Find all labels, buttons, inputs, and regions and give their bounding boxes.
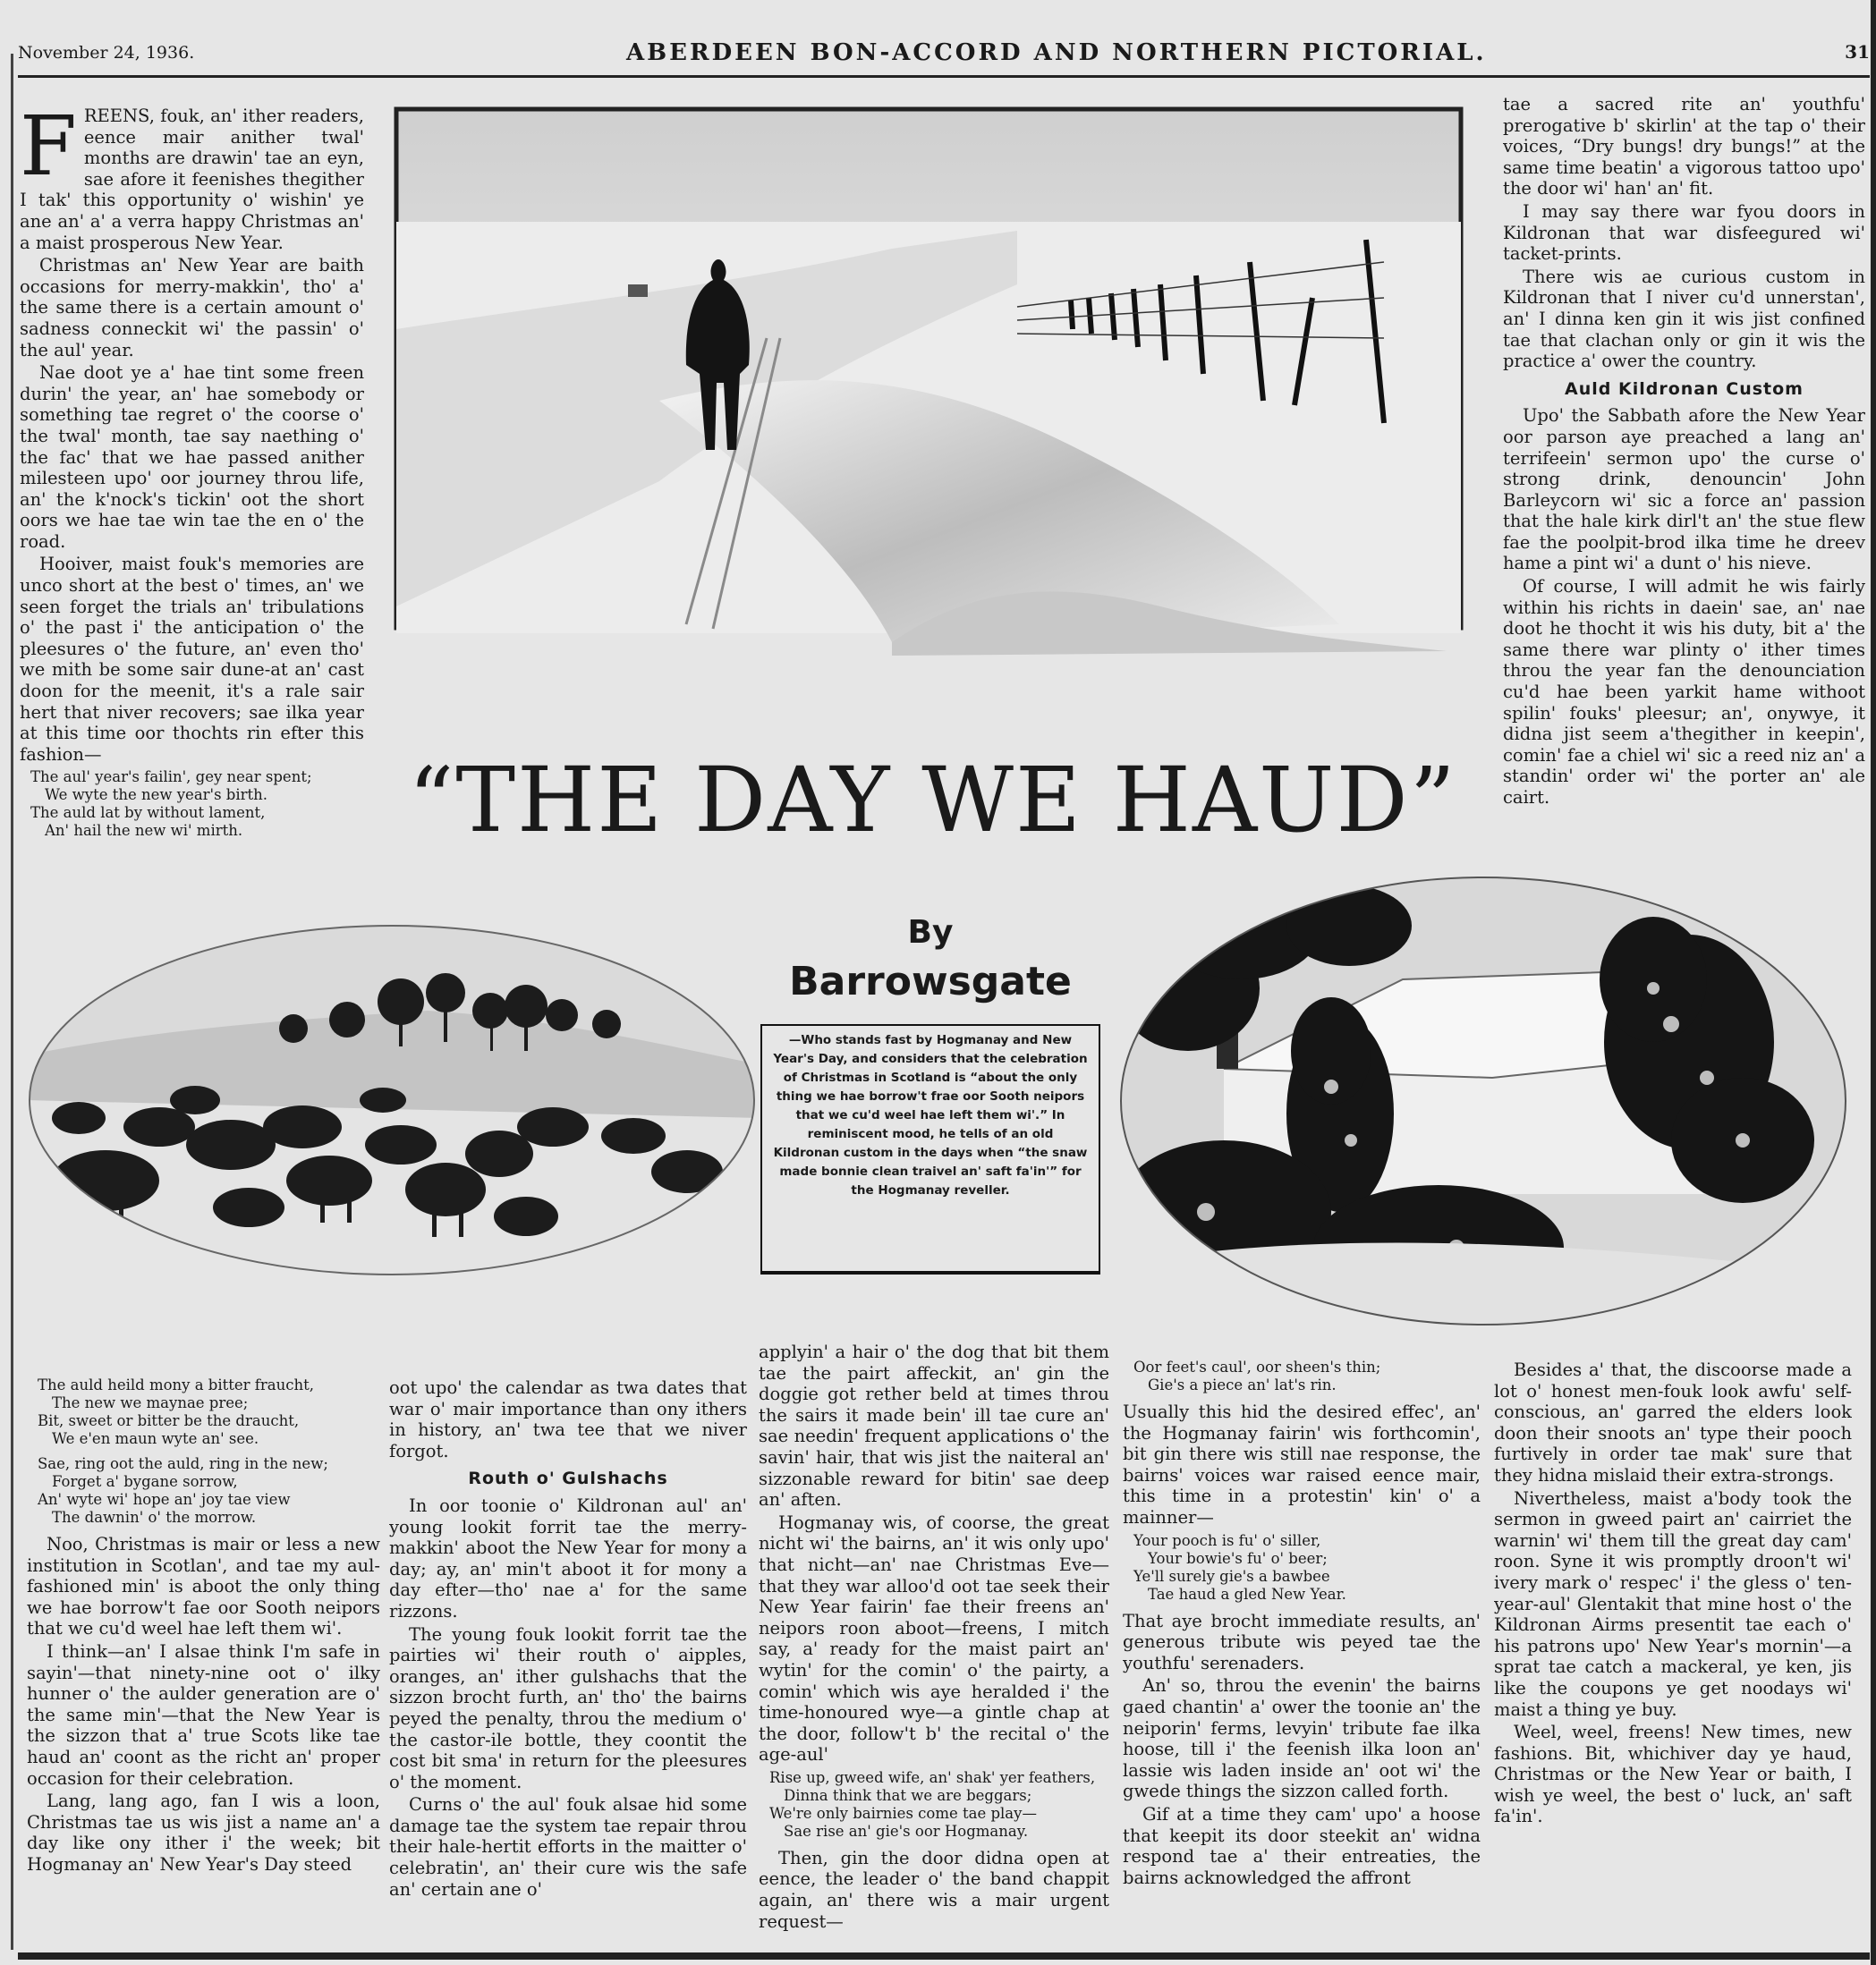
paragraph: Then, gin the door didna open at eence, the leader o' the band chappit again, an' there wis a mair urgent request— [759, 1847, 1109, 1932]
verse [30, 768, 364, 840]
paragraph: tae a sacred rite an' youthfu' prerogative b' skirlin' at the tap o' their voices, “Dry bungs! dry bungs!” at the same time beatin' a vigorous tattoo upo' the door wi' han' an' fit. [1503, 94, 1865, 199]
byline-author: Barrowsgate [789, 959, 1072, 1004]
verse-line: Oor feet's caul', oor sheen's thin; [1133, 1359, 1381, 1376]
verse-line: The auld heild mony a bitter fraucht, [38, 1376, 314, 1393]
paragraph: In oor toonie o' Kildronan aul' an' young lookit forrit tae the merry-makkin' aboot the New Year for mony a day; ay, an' min't aboot it for mony a day efter—tho' nae a' for the same rizzons. [389, 1495, 747, 1622]
paragraph: I may say there war fyou doors in Kildronan that war disfeegured wi' tacket-prints. [1503, 200, 1865, 265]
paragraph: Noo, Christmas is mair or less a new institution in Scotlan', and tae my aul-fashioned min' is aboot the only thing we hae borrow't fae oor Sooth neipors that we cu'd weel hae left them wi'. [27, 1534, 380, 1639]
paragraph: Nivertheless, maist a'body took the sermon in gweed pairt an' cairriet the warnin' wi' them till the great day cam' roon. Syne it wis promptly droon't wi' ivery mark o' respec' i' the gless o' ten-year-aul' Glentakit that mine host o' the Kildronan Airms presentit tae each o' his patrons upo' New Year's mornin'—a sprat tae catch a mackeral, ye ken, jis like the coupons ye get noodays wi' maist a thing ye buy. [1494, 1487, 1852, 1720]
header-title: ABERDEEN BON-ACCORD AND NORTHERN PICTORIAL. [626, 39, 1487, 66]
verse-line: An' wyte wi' hope an' joy tae view [38, 1491, 291, 1508]
paragraph: The young fouk lookit forrit tae the pairties wi' their routh o' aipples, oranges, an' ither gulshachs that the sizzon brocht furth, an' tho' the bairns peyed the penalty, throu the medium o' the castor-ile bottle, they coontit the cost bit sma' in return for the pleesures o' the moment. [389, 1623, 747, 1792]
verse-line: Sae rise an' gie's oor Hogmanay. [784, 1822, 1029, 1840]
paragraph: Nae doot ye a' hae tint some freen durin' the year, an' hae somebody or something tae regret o' the coorse o' the twal' month, tae say naething o' the fac' that we hae passed anither milesteen upo' oor journey throu life, an' the k'nock's tickin' oot the short oors we hae tae win tae the en o' the road. [20, 362, 364, 552]
header-rule [18, 75, 1870, 78]
column-right-top [1503, 94, 1865, 859]
verse-line: Gie's a piece an' lat's rin. [1148, 1376, 1337, 1393]
paragraph: oot upo' the calendar as twa dates that war o' mair importance than ony ithers in history, an' twa tee that we niver forgot. [389, 1377, 747, 1461]
verse-line: The dawnin' o' the morrow. [52, 1509, 257, 1526]
paragraph: I think—an' I alsae think I'm safe in sayin'—that ninety-nine oot o' ilky hunner o' the aulder generation are o' the same min'—that the New Year is the sizzon that a' true Scots like tae haud an' coont as the richt an' proper occasion for their celebration. [27, 1640, 380, 1789]
page-number: 31 [1845, 41, 1870, 63]
verse-line: We wyte the new year's birth. [45, 786, 268, 804]
right-edge [1871, 0, 1876, 1965]
article-headline: “THE DAY WE HAUD” [408, 748, 1457, 852]
bottom-rule [18, 1952, 1870, 1960]
verse [1133, 1359, 1481, 1394]
left-margin-rule [11, 54, 13, 1950]
paragraph: An' so, throu the evenin' the bairns gaed chantin' a' ower the toonie an' the neiporin' ferms, levyin' tribute fae ilka hoose, till i' the feenish ilka loon an' lassie wis laden inside an' oot wi' the gwede things the sizzon called forth. [1123, 1675, 1481, 1802]
paragraph: Upo' the Sabbath afore the New Year oor parson aye preached a lang an' terrifeein' sermon upo' the curse o' strong drink, denouncin' John Barleycorn wi' sic a force an' passion that the hale kirk dirl't an' the stue flew fae the poolpit-brod ilka time he dreev hame a pint wi' a dunt o' his nieve. [1503, 405, 1865, 574]
verse-line: An' hail the new wi' mirth. [45, 822, 243, 840]
column-2 [389, 1377, 747, 1945]
paragraph: Gif at a time they cam' upo' a hoose that keepit its door steekit an' widna respond tae a' their entreaties, the bairns acknowledged the affront [1123, 1803, 1481, 1888]
verse-line: The new we maynae pree; [52, 1394, 249, 1411]
verse-line: We e'en maun wyte an' see. [52, 1430, 259, 1447]
verse-line: Rise up, gweed wife, an' shak' yer feathers, [769, 1768, 1096, 1786]
verse-line: Your pooch is fu' o' siller, [1133, 1531, 1321, 1549]
paragraph: There wis ae curious custom in Kildronan that I niver cu'd unnerstan', an' I dinna ken gin it wis jist confined tae that clachan only or gin it wis the practice a' ower the country. [1503, 266, 1865, 372]
subheading: Auld Kildronan Custom [1565, 378, 1804, 399]
verse-line: Dinna think that we are beggars; [784, 1786, 1032, 1804]
verse-line: Ye'll surely gie's a bawbee [1133, 1567, 1330, 1585]
standfirst-box: —Who stands fast by Hogmanay and New Year's Day, and considers that the celebration of Christmas in Scotland is “about the only thing we hae borrow't frae oor Sooth neipors that we cu'd weel hae left them wi'.” In reminiscent mood, he tells of an old Kildronan custom in the days when “the snaw made bonnie clean traivel an' saft fa'in'” for the Hogmanay reveller. [760, 1024, 1100, 1275]
verse-line: Sae, ring oot the auld, ring in the new; [38, 1455, 328, 1472]
paragraph: Usually this hid the desired effec', an' the Hogmanay fairin' wis forthcomin', bit gin there wis still nae response, the bairns' voices war raised eence mair, this time in a protestin' kin' o' a mainner— [1123, 1402, 1481, 1528]
verse [38, 1455, 380, 1527]
verse [769, 1769, 1109, 1841]
subheading: Routh o' Gulshachs [468, 1469, 668, 1489]
verse-line: We're only bairnies come tae play— [769, 1804, 1037, 1822]
paragraph: Curns o' the aul' fouk alsae hid some damage tae the system tae repair throu their hale-hertit efforts in the maitter o' celebratin', an' their cure wis the safe an' certain ane o' [389, 1794, 747, 1900]
photo-sheep-in-snow [25, 921, 759, 1279]
verse-line: Your bowie's fu' o' beer; [1148, 1549, 1328, 1567]
byline-by: By [907, 914, 954, 951]
verse-line: Bit, sweet or bitter be the draucht, [38, 1412, 300, 1429]
paragraph: applyin' a hair o' the dog that bit them tae the pairt affeckit, an' gin the doggie got rether beld at times throu the sairs it made bein' ill tae cure an' sae needin' frequent applications o' the savin' hair, that wis jist the naiteral an' sizzonable reward for bitin' sae deep an' aften. [759, 1342, 1109, 1511]
paragraph: Hooiver, maist fouk's memories are unco short at the best o' times, an' we seen forget the trials an' tribulations o' the past i' the anticipation o' the pleesures o' the future, an' even tho' we mith be some sair dune-at an' cast doon for the meenit, it's a rale sair hert that niver recovers; sae ilka year at this time oor thochts rin efter this fashion— [20, 554, 364, 765]
verse-line: Tae haud a gled New Year. [1148, 1585, 1346, 1603]
header-date: November 24, 1936. [18, 43, 195, 63]
paragraph: Of course, I will admit he wis fairly within his richts in daein' sae, an' nae doot he thocht it wis his duty, bit a' the same there war plinty o' ither times throu the year fan the denounciation cu'd hae been yarkit hame withoot spilin' fouks' pleesur; an', onywye, it didna jist seem a'thegither in keepin', comin' fae a chiel wi' sic a reed niz an' a standin' order wi' the porter an' ale cairt. [1503, 576, 1865, 808]
column-1 [27, 1373, 380, 1945]
verse-line: Forget a' bygane sorrow, [52, 1473, 238, 1490]
column-3 [759, 1342, 1109, 1945]
column-left-top [20, 106, 364, 884]
paragraph: Besides a' that, the discoorse made a lot o' honest men-fouk look awfu' self-conscious, an' garred the elders look doon their snoots an' type their pooch furtively in order tae mak' sure that they hidna mislaid their extra-strongs. [1494, 1359, 1852, 1486]
column-4 [1123, 1355, 1481, 1945]
verse [1133, 1532, 1481, 1604]
paragraph: Lang, lang ago, fan I wis a loon, Christmas tae us wis jist a name an' a day like ony ither i' the week; bit Hogmanay an' New Year's Day steed [27, 1791, 380, 1875]
drop-cap: F [20, 106, 77, 194]
photo-snowy-road [391, 106, 1469, 660]
running-header [18, 38, 1870, 73]
verse-line: The aul' year's failin', gey near spent; [30, 768, 312, 786]
paragraph: Weel, weel, freens! New times, new fashions. Bit, whichiver day ye haud, Christmas or the New Year or baith, I wish ye weel, the best o' luck, an' saft fa'in'. [1494, 1722, 1852, 1827]
photo-snowy-cottage [1116, 872, 1850, 1330]
verse-line: The auld lat by without lament, [30, 804, 266, 822]
verse [38, 1376, 380, 1448]
opening-paragraph: FREENS, fouk, an' ither readers, eence mair anither twal' months are drawin' tae an eyn, sae afore it feenishes thegither I tak' this opportunity o' wishin' ye ane an' a' a verra happy Christmas an' a maist prosperous New Year. [20, 106, 364, 253]
paragraph: Christmas an' New Year are baith occasions for merry-makkin', tho' a' the same there is a certain amount o' sadness conneckit wi' the passin' o' the aul' year. [20, 255, 364, 360]
column-5 [1494, 1359, 1852, 1945]
paragraph: Hogmanay wis, of coorse, the great nicht wi' the bairns, an' it wis only upo' that nicht—an' nae Christmas Eve—that they war alloo'd oot tae seek their New Year fairin' fae their freens an' neipors roon aboot—freens, I mitch say, a' ready for the maist pairt an' wytin' for the comin' o' the pairty, a comin' which wis aye heralded i' the time-honoured wye—a gintle chap at the door, follow't b' the recital o' the age-aul' [759, 1512, 1109, 1766]
paragraph: That aye brocht immediate results, an' generous tribute wis peyed tae the youthfu' serenaders. [1123, 1610, 1481, 1673]
